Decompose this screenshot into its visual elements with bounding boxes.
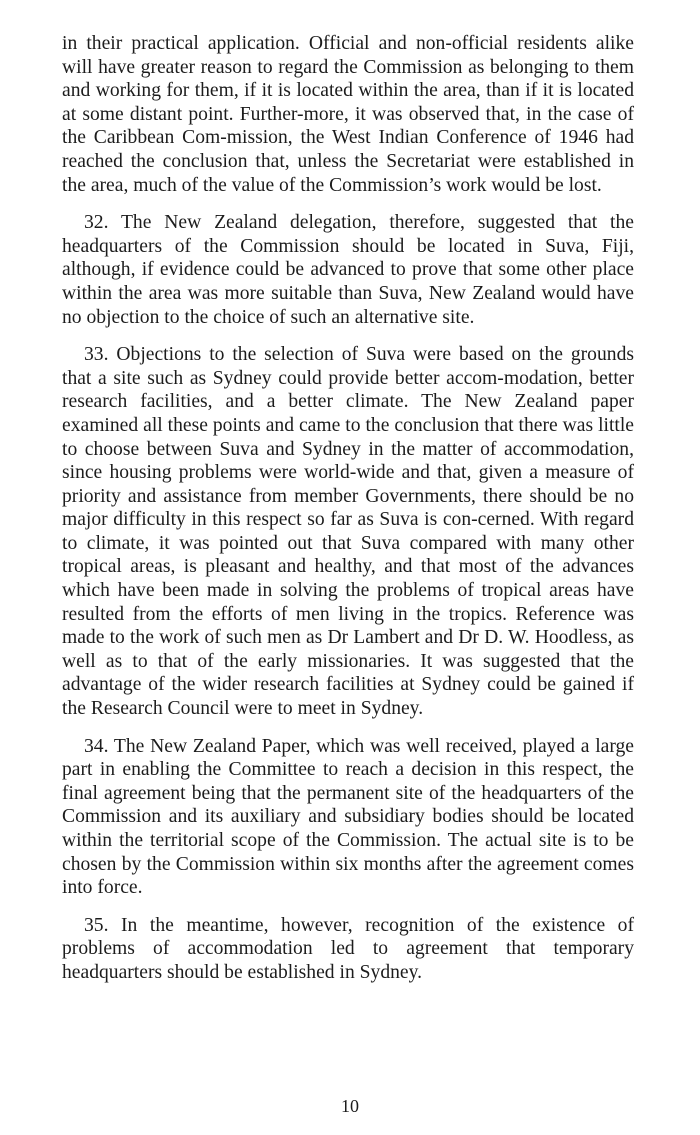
document-page — [62, 32, 634, 999]
paragraph-33: 33. Objections to the selection of Suva were based on the grounds that a site such as Sydney could provide better accom-modation, better research facilities, and a better climate. The New Zealand paper examined all these points and came to the conclusion that there was little to choose between Suva and Sydney in the matter of accommodation, since housing problems were world-wide and that, given a measure of priority and assistance from member Governments, there should be no major difficulty in this respect so far as Suva is con-cerned. With regard to climate, it was pointed out that Suva compared with many other tropical areas, is pleasant and healthy, and that most of the advances which have been made in solving the problems of tropical areas have resulted from the efforts of men living in the tropics. Reference was made to the work of such men as Dr Lambert and Dr D. W. Hoodless, as well as to that of the early missionaries. It was suggested that the advantage of the wider research facilities at Sydney could be gained if the Research Council were to meet in Sydney. — [62, 344, 634, 720]
paragraph-35: 35. In the meantime, however, recognition of the existence of problems of accommodation led to agreement that temporary headquarters should be established in Sydney. — [62, 914, 634, 983]
page-number: 10 — [341, 1096, 359, 1116]
paragraph-32: 32. The New Zealand delegation, therefore, suggested that the headquarters of the Commission should be located in Suva, Fiji, although, if evidence could be advanced to prove that some other place within the area was more suitable than Suva, New Zealand would have no objection to the choice of such an alternative site. — [62, 212, 634, 328]
paragraph-34: 34. The New Zealand Paper, which was well received, played a large part in enabling the Committee to reach a decision in this respect, the final agreement being that the permanent site of the headquarters of the Commission and its auxiliary and subsidiary bodies should be located within the territorial scope of the Commission. The actual site is to be chosen by the Commission within six months after the agreement comes into force. — [62, 735, 634, 899]
paragraph-continuation: in their practical application. Official and non-official residents alike will have greater reason to regard the Commission as belonging to them and working for them, if it is located within the area, than if it is located at some distant point. Further-more, it was observed that, in the case of the Caribbean Com-mission, the West Indian Conference of 1946 had reached the conclusion that, unless the Secretariat were established in the area, much of the value of the Commission’s work would be lost. — [62, 33, 634, 196]
